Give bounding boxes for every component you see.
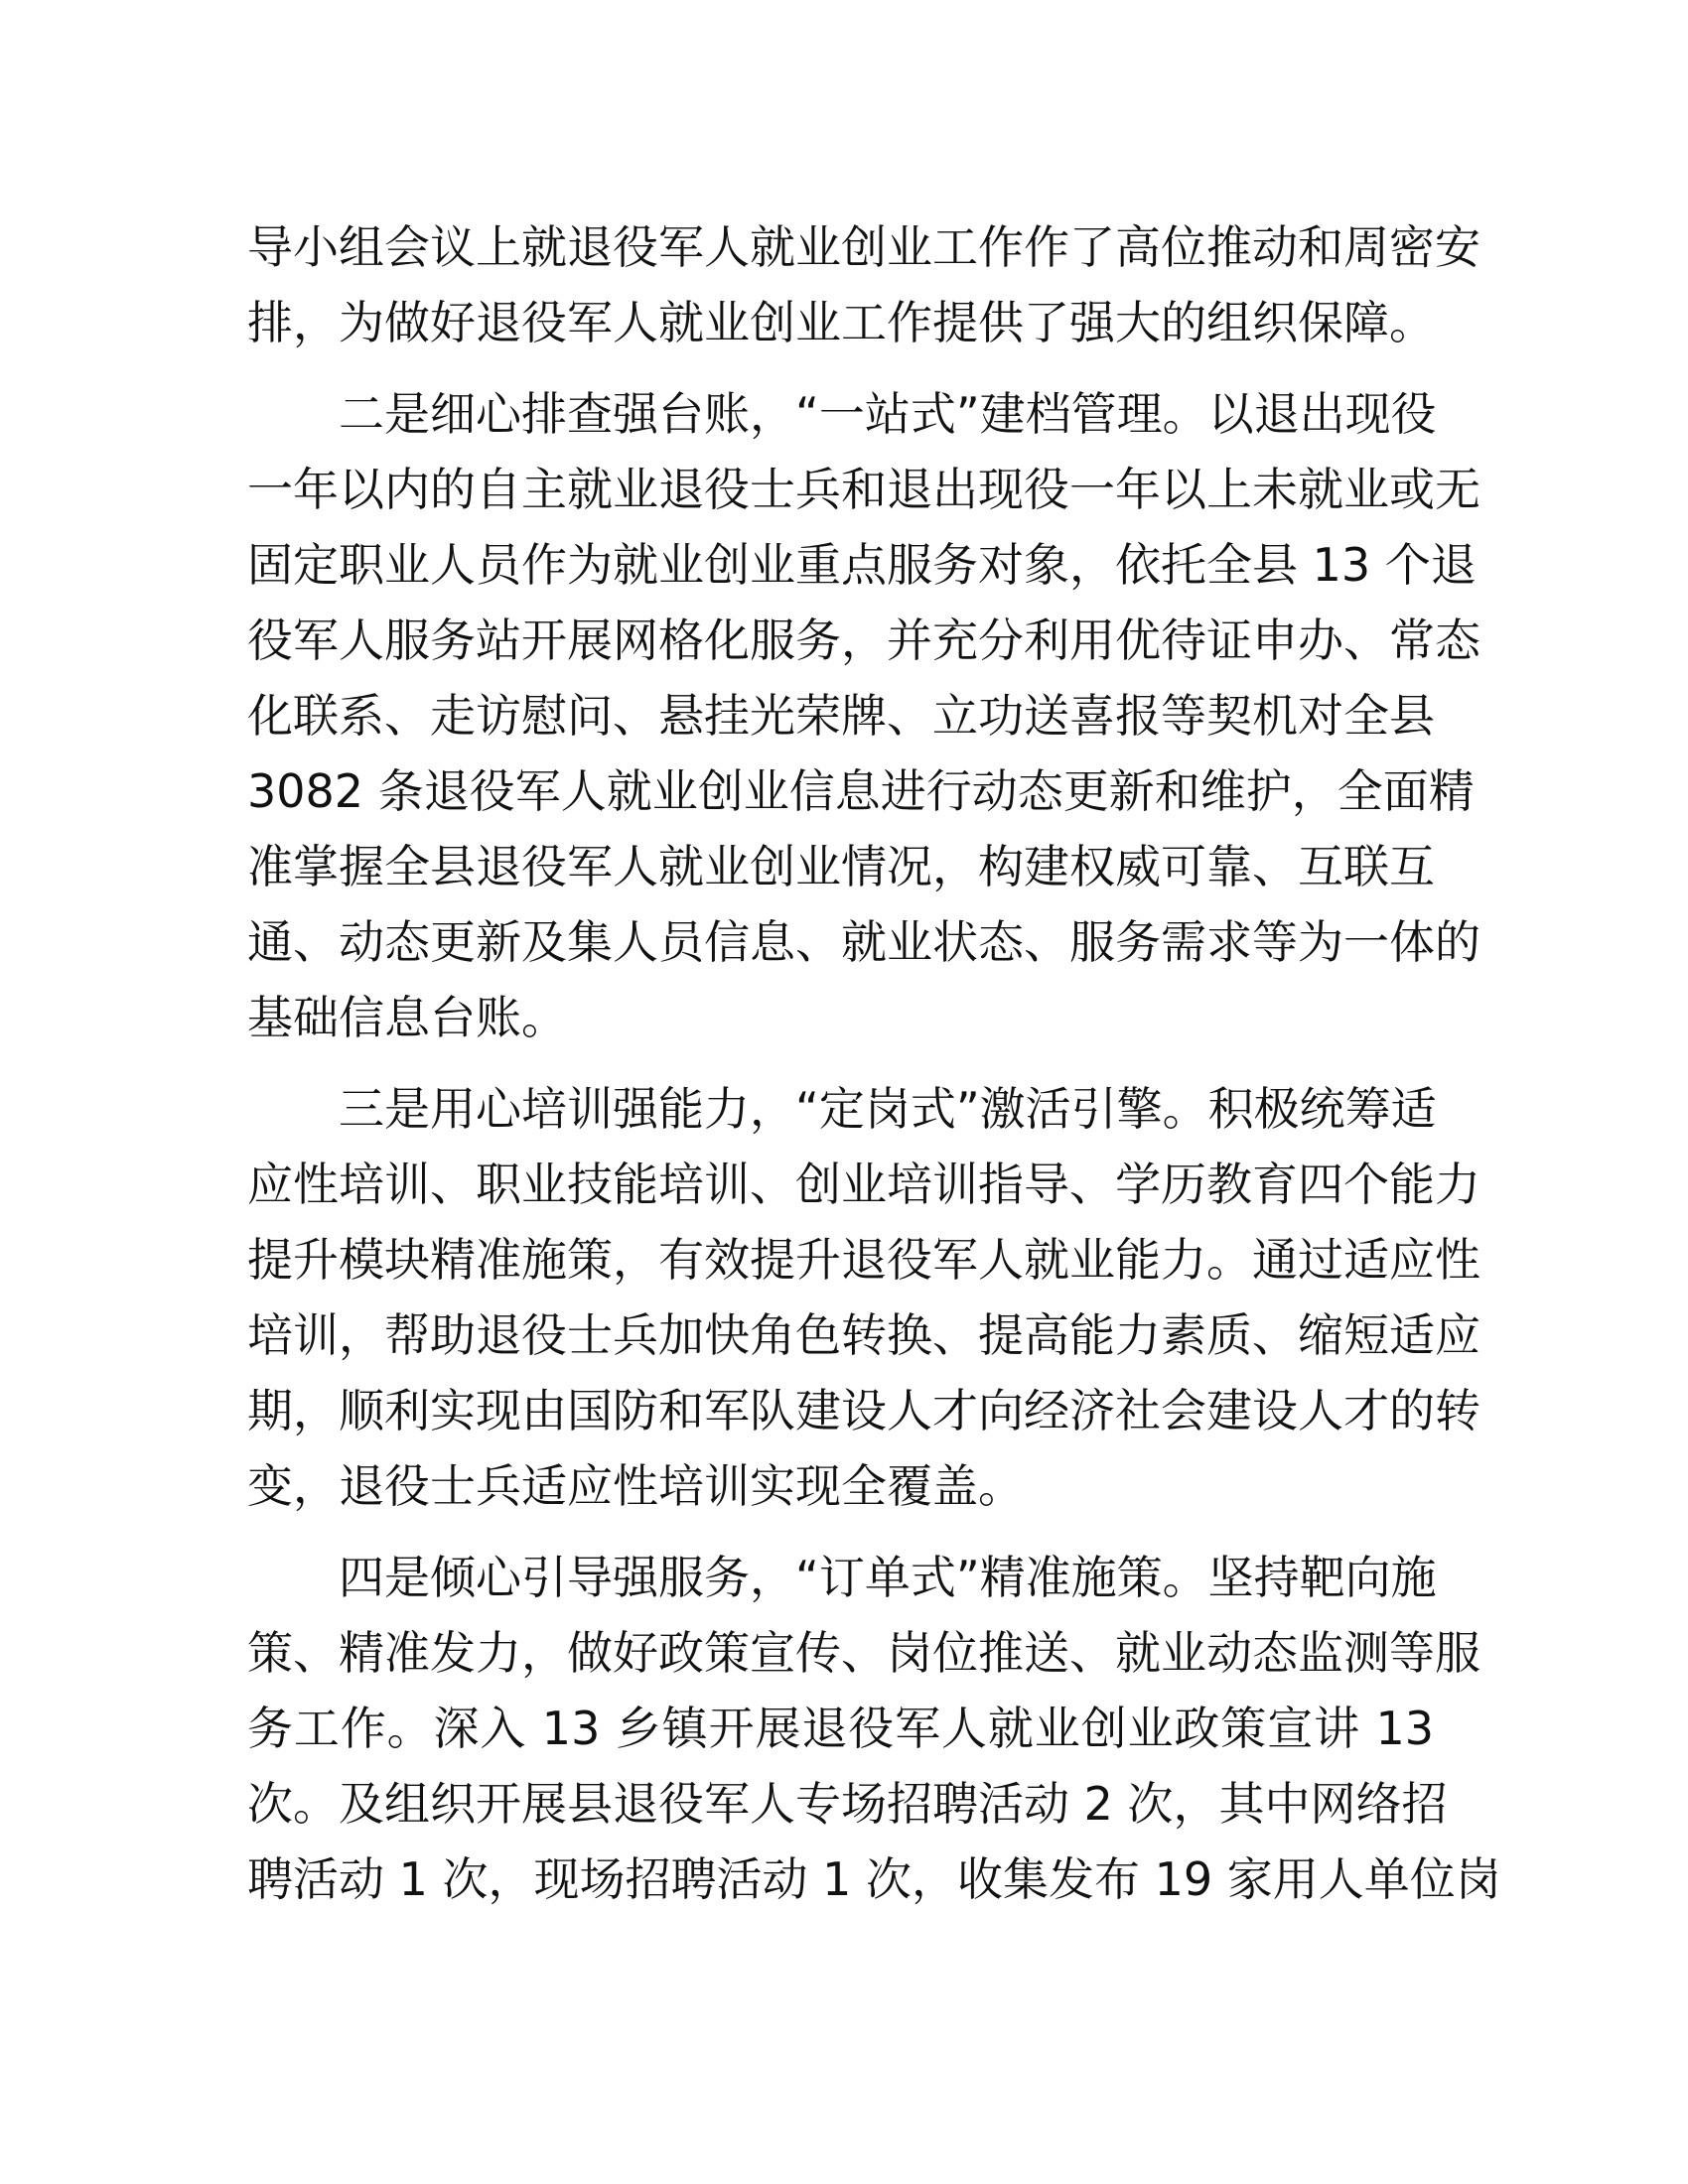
text-line: 3082 条退役军人就业创业信息进行动态更新和维护，全面精 (247, 764, 1475, 818)
text-line: 次。及组织开展县退役军人专场招聘活动 2 次，其中网络招 (247, 1777, 1448, 1831)
text-line: 变，退役士兵适应性培训实现全覆盖。 (247, 1459, 1024, 1513)
text-line: 二是细心排查强台账，“一站式”建档管理。以退出现役 (339, 387, 1437, 441)
paragraph-4 (247, 1540, 1501, 1917)
paragraph-3 (247, 1071, 1480, 1524)
text-line: 导小组会议上就退役军人就业创业工作作了高位推动和周密安 (247, 220, 1480, 274)
text-line: 基础信息台账。 (247, 991, 567, 1044)
text-line: 一年以内的自主就业退役士兵和退出现役一年以上未就业或无 (247, 463, 1480, 516)
text-line: 期，顺利实现由国防和军队建设人才向经济社会建设人才的转 (247, 1384, 1480, 1437)
text-line: 准掌握全县退役军人就业创业情况，构建权威可靠、互联互 (247, 840, 1435, 893)
text-line: 务工作。深入 13 乡镇开展退役军人就业创业政策宣讲 13 (247, 1702, 1434, 1755)
text-line: 三是用心培训强能力，“定岗式”激活引擎。积极统筹适 (339, 1082, 1437, 1136)
paragraph-2 (247, 376, 1480, 1055)
text-line: 应性培训、职业技能培训、创业培训指导、学历教育四个能力 (247, 1158, 1480, 1211)
text-line: 役军人服务站开展网格化服务，并充分利用优待证申办、常态 (247, 614, 1480, 667)
text-line: 四是倾心引导强服务，“订单式”精准施策。坚持靶向施 (339, 1551, 1437, 1604)
text-line: 培训，帮助退役士兵加快角色转换、提高能力素质、缩短适应 (247, 1308, 1480, 1362)
text-line: 通、动态更新及集人员信息、就业状态、服务需求等为一体的 (247, 915, 1480, 969)
paragraph-1 (247, 209, 1480, 360)
text-line: 排，为做好退役军人就业创业工作提供了强大的组织保障。 (247, 296, 1435, 349)
document-body (247, 209, 1501, 1933)
text-line: 聘活动 1 次，现场招聘活动 1 次，收集发布 19 家用人单位岗 (247, 1852, 1501, 1906)
text-line: 固定职业人员作为就业创业重点服务对象，依托全县 13 个退 (247, 538, 1477, 592)
text-line: 化联系、走访慰问、悬挂光荣牌、立功送喜报等契机对全县 (247, 689, 1435, 743)
text-line: 策、精准发力，做好政策宣传、岗位推送、就业动态监测等服 (247, 1626, 1480, 1680)
text-line: 提升模块精准施策，有效提升退役军人就业能力。通过适应性 (247, 1233, 1480, 1287)
